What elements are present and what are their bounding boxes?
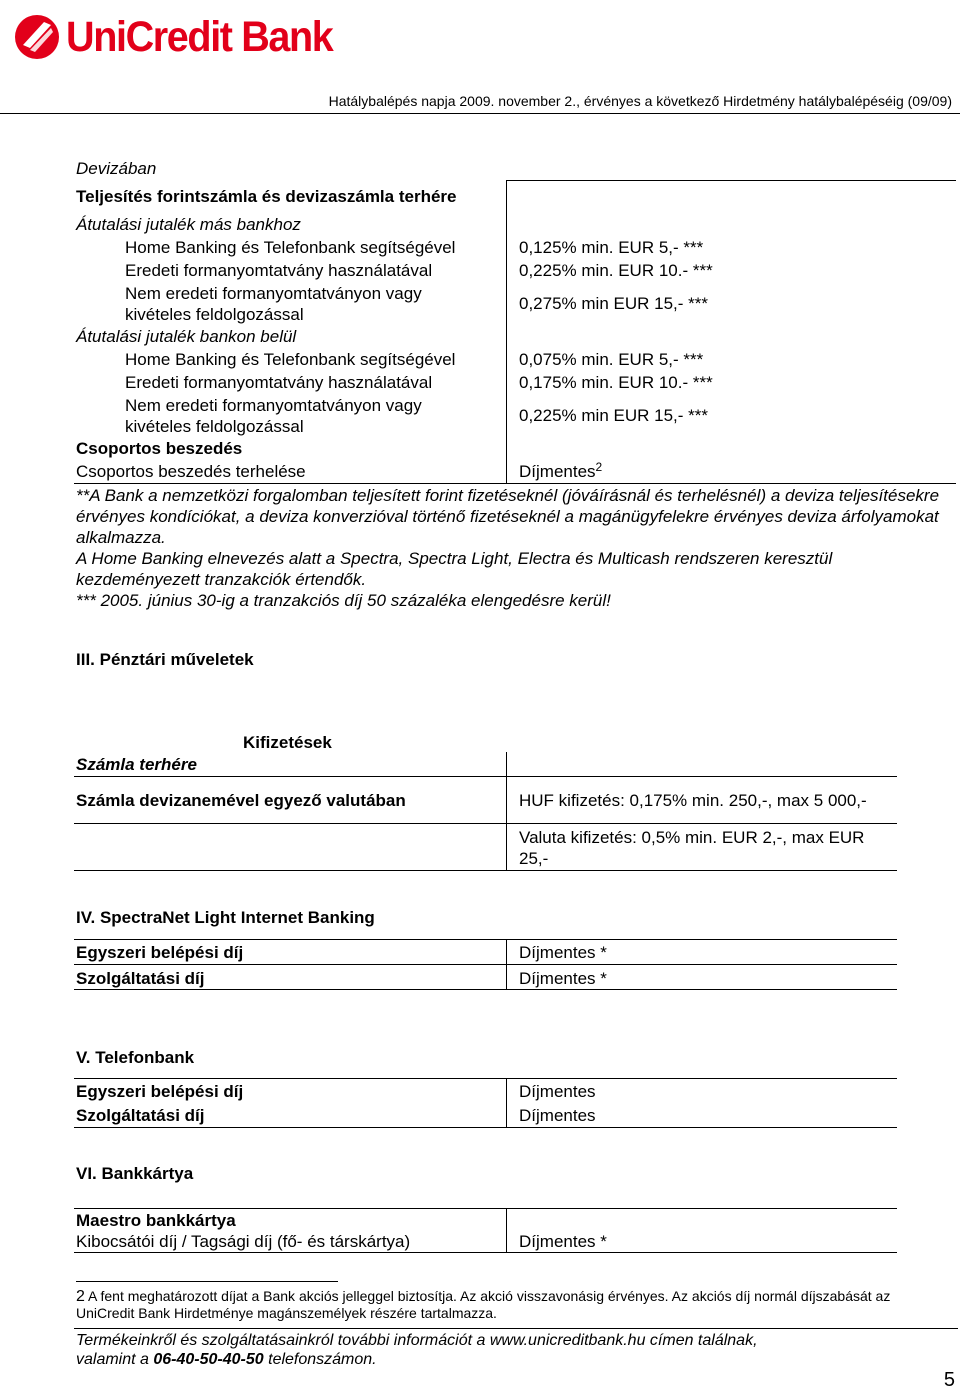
row-value: Valuta kifizetés: 0,5% min. EUR 2,-, max EUR (519, 828, 865, 847)
card-subtitle: Maestro bankkártya (76, 1211, 236, 1230)
table-divider (506, 1208, 507, 1252)
row-value: Díjmentes * (519, 1232, 607, 1251)
table-divider (506, 180, 507, 483)
note-1: **A Bank a nemzetközi forgalomban teljesített forint fizetéseknél (jóváírásnál és terhelésnél) a deviza teljesítésekre érvényes kondíciókat, a deviza konverzióval történő fizetéseknél a magánügyfelekre érvényes deviza árfolyamokat alkalmazza. (76, 486, 940, 547)
table-rule (74, 823, 897, 824)
row-label: Kibocsátói díj / Tagsági díj (fő- és társkártya) (76, 1232, 411, 1251)
table-rule (74, 1127, 897, 1128)
table-rule (74, 870, 897, 871)
row-value: Díjmentes (519, 1082, 596, 1101)
table-rule (506, 180, 956, 181)
row-label: Eredeti formanyomtatvány használatával (125, 261, 433, 280)
unicredit-logo-icon (14, 14, 60, 60)
section-title-bankcard: VI. Bankkártya (76, 1164, 194, 1183)
row-label: kivételes feldolgozással (125, 305, 304, 324)
row-label: Szolgáltatási díj (76, 969, 205, 988)
section-title-telefonbank: V. Telefonbank (76, 1048, 195, 1067)
table-divider (506, 1078, 507, 1127)
row-label: Szolgáltatási díj (76, 1106, 205, 1125)
table-rule (74, 964, 897, 965)
row-value: Díjmentes * (519, 969, 607, 988)
column-header-payouts: Kifizetések (243, 733, 332, 752)
section-title-spectranet: IV. SpectraNet Light Internet Banking (76, 908, 375, 927)
footnote-text: A fent meghatározott díjat a Bank akciós jelleggel biztosítja. Az akció visszavonásig érvényes. Az akciós díj normál díjszabását az UniCredit Bank Hirdetménye magánszemélyek részére tartalmazza. (76, 1288, 891, 1321)
footer-text: telefonszámon. (263, 1351, 377, 1368)
group-title-other-bank: Átutalási jutalék más bankhoz (76, 215, 301, 234)
section-subtitle: Teljesítés forintszámla és devizaszámla terhére (76, 187, 457, 206)
table-rule (74, 1252, 897, 1253)
header-rule (0, 113, 960, 114)
table-rule (74, 939, 897, 940)
row-label: kivételes feldolgozással (125, 417, 304, 436)
table-rule (74, 1078, 897, 1079)
note-3: *** 2005. június 30-ig a tranzakciós díj 50 százaléka elengedésre kerül! (76, 591, 611, 610)
row-value: Díjmentes * (519, 943, 607, 962)
row-value: 0,175% min. EUR 10.- *** (519, 373, 713, 392)
table-rule (74, 989, 897, 990)
row-value: 25,- (519, 849, 549, 868)
section-title-cash: III. Pénztári műveletek (76, 650, 254, 669)
row-value: 0,225% min. EUR 10.- *** (519, 261, 713, 280)
footnote-ref: 2 (595, 460, 603, 474)
column-header-account: Számla terhére (76, 755, 197, 774)
row-label: Egyszeri belépési díj (76, 1082, 244, 1101)
row-label: Egyszeri belépési díj (76, 943, 244, 962)
group-title-direct-debit: Csoportos beszedés (76, 439, 243, 458)
footer-rule (74, 1328, 958, 1329)
table-divider (506, 752, 507, 870)
direct-debit-value: Díjmentes (519, 462, 596, 481)
table-rule (74, 1208, 897, 1209)
row-label: Csoportos beszedés terhelése (76, 462, 306, 481)
page-number: 5 (943, 1369, 955, 1391)
group-title-in-bank: Átutalási jutalék bankon belül (76, 327, 297, 346)
section-title-devizaban: Devizában (76, 159, 157, 178)
row-label: Nem eredeti formanyomtatványon vagy (125, 284, 422, 303)
footnote (76, 1288, 946, 1322)
row-value: 0,075% min. EUR 5,- *** (519, 350, 704, 369)
row-label: Számla devizanemével egyező valutában (76, 791, 406, 810)
table-rule (74, 776, 897, 777)
row-label: Home Banking és Telefonbank segítségével (125, 350, 456, 369)
footer-line-2 (76, 1350, 936, 1369)
footer-phone: 06-40-50-40-50 (153, 1351, 264, 1368)
row-label: Eredeti formanyomtatvány használatával (125, 373, 433, 392)
row-label: Home Banking és Telefonbank segítségével (125, 238, 456, 257)
unicredit-logo (14, 12, 359, 64)
footnote-rule (76, 1281, 338, 1282)
row-value: HUF kifizetés: 0,175% min. 250,-, max 5 000,- (519, 791, 867, 810)
row-value: 0,275% min EUR 15,- *** (519, 294, 708, 313)
row-value: 0,225% min EUR 15,- *** (519, 406, 708, 425)
row-label: Nem eredeti formanyomtatványon vagy (125, 396, 422, 415)
note-2: A Home Banking elnevezés alatt a Spectra, Spectra Light, Electra és Multicash rendszeren keresztül kezdeményezett tranzakciók értendők. (76, 549, 833, 589)
validity-header: Hatálybalépés napja 2009. november 2., érvényes a következő Hirdetmény hatálybalépéséig (09/09) (328, 93, 952, 109)
footer-line-1: Termékeinkről és szolgáltatásainkról további információt a www.unicreditbank.hu címen találnak, (76, 1332, 758, 1349)
table-rule (74, 483, 956, 484)
footer-text: valamint a (76, 1351, 154, 1368)
brand-name: UniCredit Bank (66, 13, 333, 61)
row-value (519, 462, 602, 482)
row-value: 0,125% min. EUR 5,- *** (519, 238, 704, 257)
footnote-mark: 2 (76, 1288, 85, 1305)
row-value: Díjmentes (519, 1106, 596, 1125)
